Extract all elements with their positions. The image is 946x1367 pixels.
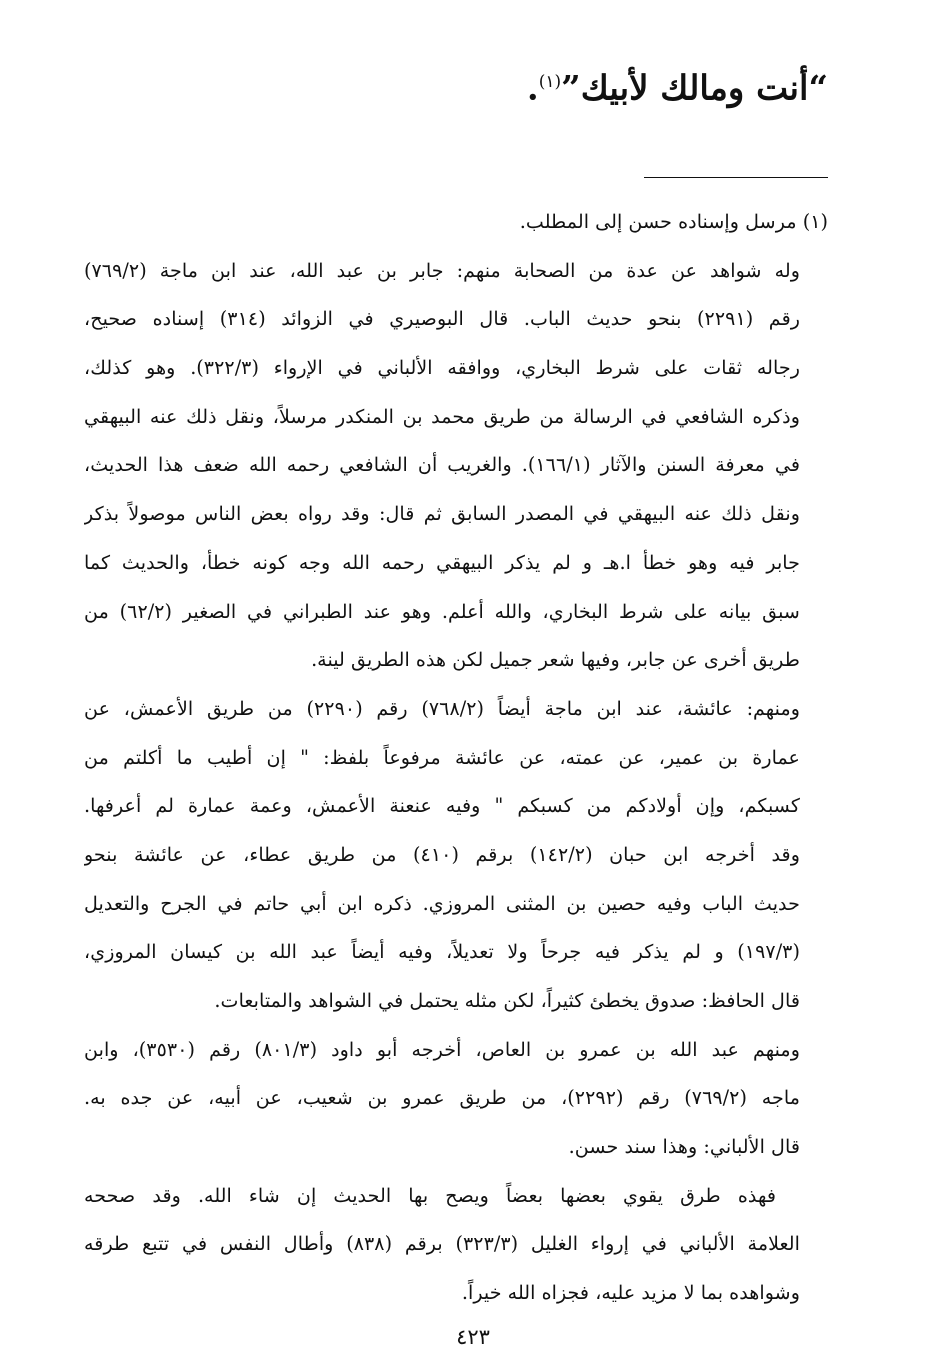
footnote-line: ومنهم: عائشة، عند ابن ماجة أيضاً (٧٦٨/٢) رقم (٢٢٩٠) من طريق الأعمش، عن xyxy=(84,696,800,720)
footnote-line: ونقل ذلك عنه البيهقي في المصدر السابق ثم قال: وقد رواه بعض الناس موصولاً بذكر xyxy=(84,502,800,526)
footnote-line: جابر فيه وهو خطأ ا.هـ و لم يذكر البيهقي رحمه الله وجه كونه خطأ، والحديث كما xyxy=(84,550,800,574)
footnote-reference: (١) xyxy=(538,72,562,92)
footnote-block xyxy=(84,198,828,1318)
hadith-heading xyxy=(80,52,828,118)
hadith-text: “أنت ومالك لأبيك” xyxy=(561,68,828,109)
footnote-line: حديث الباب وفيه حصين بن المثنى المروزي. ذكره ابن أبي حاتم في الجرح والتعديل xyxy=(84,891,800,915)
footnote-line: سبق بيانه على شرط البخاري، والله أعلم. وهو عند الطبراني في الصغير (٦٢/٢) من xyxy=(84,599,800,623)
page-number: ٤٢٣ xyxy=(456,1325,490,1349)
footnote-line: (١) مرسل وإسناده حسن إلى المطلب. xyxy=(519,210,828,233)
footnote-line: وشواهده بما لا مزيد عليه، فجزاه الله خيراً. xyxy=(461,1281,800,1305)
footnote-line: رجاله ثقات على شرط البخاري، ووافقه الألباني في الإرواء (٣٢٢/٣). وهو كذلك، xyxy=(84,356,800,380)
footnote-line: وقد أخرجه ابن حبان (١٤٢/٢) برقم (٤١٠) من طريق عطاء، عن عائشة بنحو xyxy=(84,842,800,866)
footnote-line: وذكره الشافعي في الرسالة من طريق محمد بن المنكدر مرسلاً، ونقل ذلك عنه البيهقي xyxy=(84,404,800,428)
footnote-line: وله شواهد عن عدة من الصحابة منهم: جابر بن عبد الله، عند ابن ماجة (٧٦٩/٢) xyxy=(84,258,800,282)
footnote-line: في معرفة السنن والآثار (١٦٦/١). والغريب أن الشافعي رحمه الله ضعف هذا الحديث، xyxy=(84,453,801,477)
footnote-separator xyxy=(644,177,828,178)
footnote-line: قال الألباني: وهذا سند حسن. xyxy=(568,1135,800,1159)
footnote-line: عمارة بن عمير، عن عمته، عن عائشة مرفوعاً بلفظ: " إن أطيب ما أكلتم من xyxy=(84,745,800,769)
footnote-line: فهذه طرق يقوي بعضها بعضاً ويصح بها الحديث إن شاء الله. وقد صححه xyxy=(84,1183,776,1207)
footnote-line: رقم (٢٢٩١) بنحو حديث الباب. قال البوصيري في الزوائد (٣١٤) إسناده صحيح، xyxy=(84,307,801,331)
heading-period: . xyxy=(526,68,539,109)
footnote-line: قال الحافظ: صدوق يخطئ كثيراً، لكن مثله يحتمل في الشواهد والمتابعات. xyxy=(214,989,800,1012)
footnote-line: كسبكم، وإن أولادكم من كسبكم " وفيه عنعنة الأعمش، وعمة عمارة لم أعرفها. xyxy=(84,794,800,818)
footnote-line: طريق أخرى عن جابر، وفيها شعر جميل لكن هذه الطريق لينة. xyxy=(311,648,800,672)
footnote-line: العلامة الألباني في إرواء الغليل (٣٢٣/٣) برقم (٨٣٨) وأطال النفس في تتبع طرقه xyxy=(84,1232,800,1256)
footnote-line: ومنهم عبد الله بن عمرو بن العاص، أخرجه أبو داود (٨٠١/٣) رقم (٣٥٣٠)، وابن xyxy=(84,1037,800,1061)
footnote-line: ماجه (٧٦٩/٢) رقم (٢٢٩٢)، من طريق عمرو بن شعيب، عن أبيه، عن جده به. xyxy=(84,1086,801,1110)
footnote-line: (١٩٧/٣) و لم يذكر فيه جرحاً ولا تعديلاً، وفيه أيضاً عبد الله بن كيسان المروزي، xyxy=(84,940,800,964)
